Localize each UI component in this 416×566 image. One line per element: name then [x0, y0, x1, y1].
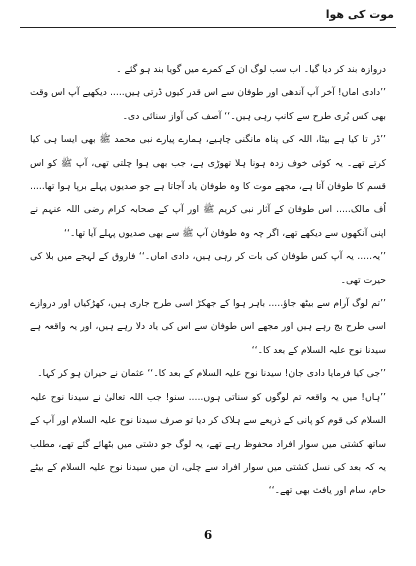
header-divider [20, 27, 396, 28]
paragraph: ’’دادی اماں! آخر آپ آندھی اور طوفان سے اس قدر کیوں ڈرتی ہیں..... دیکھیے آپ اس وقت بھی کس بُری طرح سے کانپ رہی ہیں۔‘‘ آصف کی آواز سنائی دی۔ [30, 87, 386, 122]
paragraph: ’’یہ..... یہ آپ کس طوفان کی بات کر رہی ہیں، دادی اماں۔‘‘ فاروق کے لہجے میں بلا کی حیرت تھی۔ [30, 251, 386, 286]
paragraph: ’’ہاں! میں یہ واقعہ تم لوگوں کو سناتی ہوں..... سنو! جب اللہ تعالیٰ نے سیدنا نوح علیہ السلام کی قوم کو پانی کے ذریعے سے ہلاک کر دیا تو صرف سیدنا نوح علیہ السلام اور آپ کے ساتھ کشتی میں سوار افراد محفوظ رہے تھے، یہ لوگ جو دشتی میں بٹھائے گئے تھے، مطلب یہ کہ بعد کی نسل کشتی میں سوار افراد سے چلی، ان میں سیدنا نوح علیہ السلام کے بیٹے حام، سام اور یافث بھی تھے۔‘‘ [30, 391, 386, 497]
paragraph: ’’تم لوگ آرام سے بیٹھ جاؤ..... باہر ہوا کے جھکڑ اسی طرح جاری ہیں، کھڑکیاں اور دروازے اسی طرح بج رہے ہیں اور مجھے اس طوفان سے اس کی یاد دلا رہے ہیں، اور یہ واقعہ ہے سیدنا نوح علیہ السلام کے بعد کا۔‘‘ [30, 298, 386, 356]
paragraph: ’’جی کیا فرمایا دادی جان! سیدنا نوح علیہ السلام کے بعد کا۔‘‘ عثمان نے حیران ہو کر کہا۔ [37, 368, 386, 380]
paragraph: دروازہ بند کر دیا گیا۔ اب سب لوگ ان کے کمرے میں گویا بند ہو گئے ۔ [116, 64, 386, 75]
body-text [30, 58, 386, 503]
paragraph: ’’ڈر تا کیا ہے بیٹا، اللہ کی پناہ مانگنی چاہیے، ہمارے پیارے نبی محمد ﷺ بھی ایسا ہی کیا کرتے تھے۔ یہ کوئی خوف زدہ ہونا ہلا تھوڑی ہے، جب بھی ہوا چلتی تھی، آپ ﷺ کو اس قسم کا طوفان آتا ہے، مجھے موت کا وہ طوفان یاد آجاتا ہے جو صدیوں پہلے برپا ہوا تھا..... اُف مالک..... اس طوفان کے آثار نبی کریم ﷺ اور آپ کے صحابہ کرام رضی اللہ عنہم نے اپنی آنکھوں سے دیکھے تھے، اگر چہ وہ طوفان آپ ﷺ سے بھی صدیوں پہلے آیا تھا۔‘‘ [30, 134, 386, 239]
running-header-title: موت کی ھوا [325, 8, 394, 21]
page-number: 6 [203, 528, 213, 542]
